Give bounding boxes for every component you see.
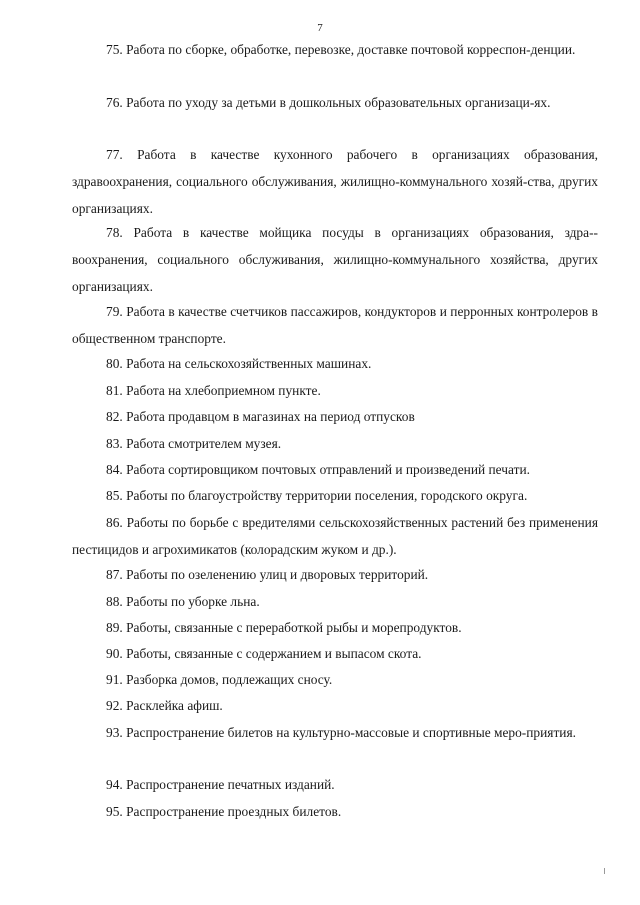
list-item: [72, 482, 598, 509]
page-number: 7: [317, 22, 323, 34]
item-text: Работа по сборке, обработке, перевозке, доставке почтовой корреспон-денции.: [126, 42, 576, 57]
item-number: 78.: [106, 225, 123, 240]
list-item: [72, 614, 598, 641]
list-item: [72, 298, 598, 352]
item-number: 82.: [106, 409, 123, 424]
list-item: [72, 509, 598, 563]
item-text: Работы по благоустройству территории поселения, городского округа.: [126, 488, 528, 503]
list-item: [72, 456, 598, 483]
item-text: Работы, связанные с содержанием и выпасом скота.: [126, 646, 422, 661]
list-item: [72, 377, 598, 404]
list-item: [72, 350, 598, 377]
item-text: Работа в качестве счетчиков пассажиров, кондукторов и перронных контролеров в общественном транспорте.: [72, 304, 598, 346]
item-number: 85.: [106, 488, 123, 503]
scan-mark: [604, 868, 605, 874]
item-text: Работы по борьбе с вредителями сельскохозяйственных растений без применения пестицидов и агрохимикатов (колорадским жуком и др.).: [72, 515, 598, 557]
item-text: Работа по уходу за детьми в дошкольных образовательных организаци-ях.: [126, 95, 551, 110]
item-text: Распространение проездных билетов.: [126, 804, 342, 819]
item-number: 95.: [106, 804, 123, 819]
item-number: 79.: [106, 304, 123, 319]
item-number: 91.: [106, 672, 123, 687]
list-item: [72, 141, 598, 222]
item-text: Работа в качестве кухонного рабочего в организациях образования, здравоохранения, социального обслуживания, жилищно-коммунального хозяй-ства, других организациях.: [72, 147, 598, 216]
list-item: [72, 219, 598, 300]
item-number: 92.: [106, 698, 123, 713]
list-item: [72, 588, 598, 615]
list-item: [72, 36, 598, 63]
item-text: Работы, связанные с переработкой рыбы и морепродуктов.: [126, 620, 462, 635]
list-item: [72, 403, 598, 430]
list-item: [72, 719, 598, 746]
item-number: 81.: [106, 383, 123, 398]
item-text: Разборка домов, подлежащих сносу.: [126, 672, 333, 687]
item-text: Работа в качестве мойщика посуды в организациях образования, здра-воохранения, социального обслуживания, жилищно-коммунального хозяйства, других организациях.: [72, 225, 598, 294]
item-text: Работы по уборке льна.: [126, 594, 260, 609]
item-number: 75.: [106, 42, 123, 57]
item-text: Работы по озеленению улиц и дворовых территорий.: [126, 567, 429, 582]
list-item: [72, 692, 598, 719]
item-number: 76.: [106, 95, 123, 110]
item-number: 83.: [106, 436, 123, 451]
list-item: [72, 640, 598, 667]
item-text: Работа сортировщиком почтовых отправлений и произведений печати.: [126, 462, 530, 477]
item-number: 94.: [106, 777, 123, 792]
item-number: 89.: [106, 620, 123, 635]
item-text: Распространение билетов на культурно-массовые и спортивные меро-приятия.: [126, 725, 576, 740]
item-number: 80.: [106, 356, 123, 371]
item-number: 77.: [106, 147, 123, 162]
list-item: [72, 798, 598, 825]
item-text: Работа на сельскохозяйственных машинах.: [126, 356, 372, 371]
item-text: Работа продавцом в магазинах на период отпусков: [126, 409, 415, 424]
item-text: Распространение печатных изданий.: [126, 777, 335, 792]
list-item: [72, 561, 598, 588]
item-number: 93.: [106, 725, 123, 740]
item-text: Работа на хлебоприемном пункте.: [126, 383, 321, 398]
item-number: 90.: [106, 646, 123, 661]
item-number: 88.: [106, 594, 123, 609]
item-text: Расклейка афиш.: [126, 698, 223, 713]
item-number: 84.: [106, 462, 123, 477]
list-item: [72, 430, 598, 457]
list-item: [72, 771, 598, 798]
item-number: 86.: [106, 515, 123, 530]
list-item: [72, 666, 598, 693]
item-text: Работа смотрителем музея.: [126, 436, 282, 451]
list-item: [72, 89, 598, 116]
item-number: 87.: [106, 567, 123, 582]
